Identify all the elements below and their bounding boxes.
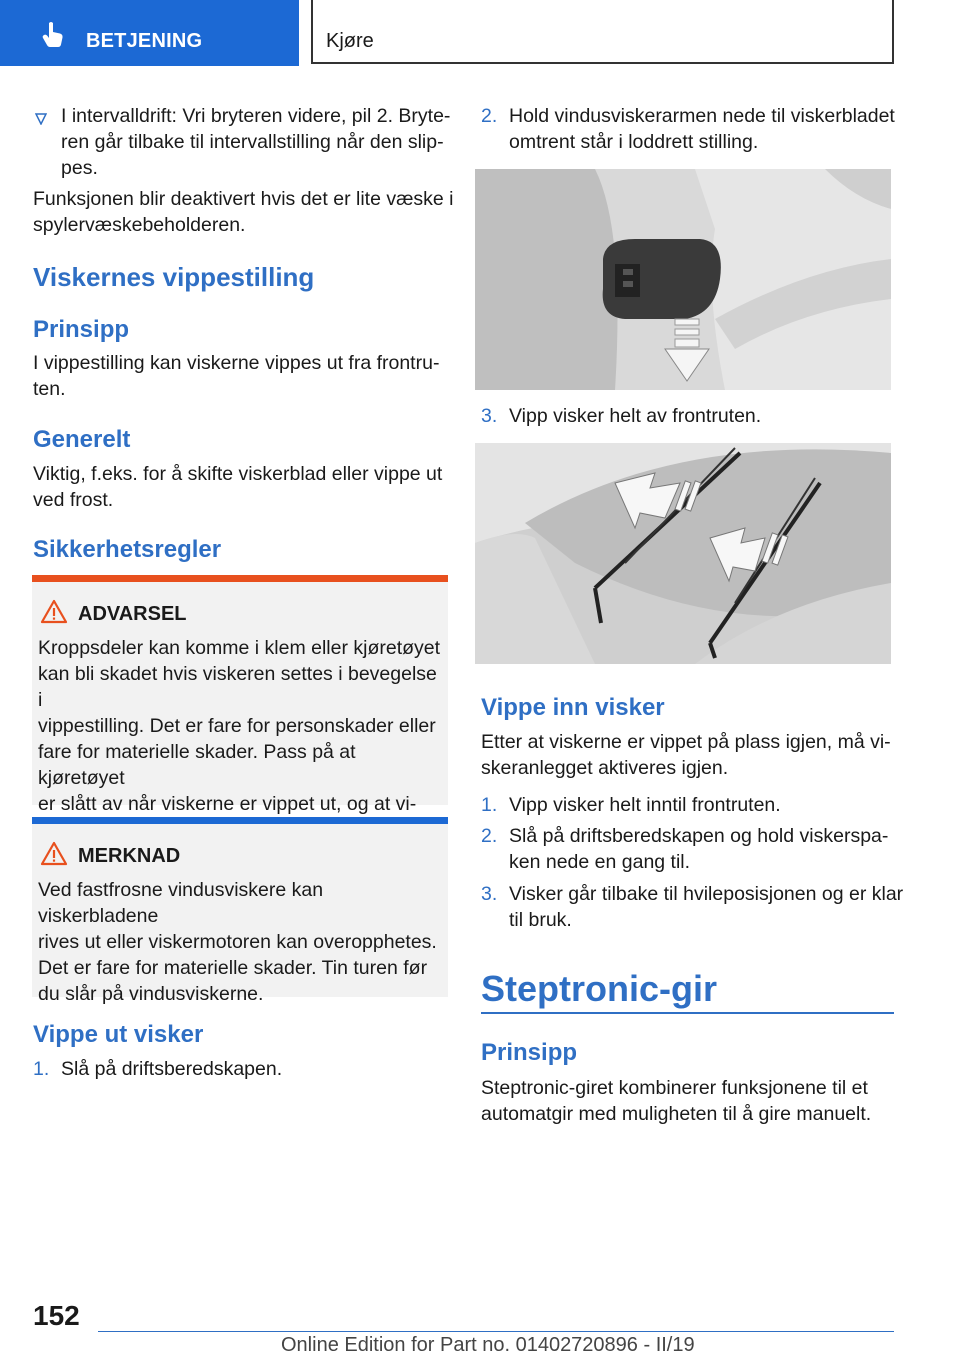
step-number: 1.: [33, 1058, 50, 1080]
paragraph-line: I vippestilling kan viskerne vippes ut fra frontru-: [33, 352, 440, 374]
wipers-tilted-illustration: [475, 443, 891, 664]
step-number: 2.: [481, 825, 498, 847]
heading-steptronic: Steptronic-gir: [481, 968, 718, 1009]
subheading-general: Generelt: [33, 426, 131, 453]
subheading-tilt-in: Vippe inn visker: [481, 694, 665, 721]
paragraph-line: ten.: [33, 378, 66, 400]
paragraph-line: automatgir med muligheten til å gire manuelt.: [481, 1103, 872, 1125]
heading-rule: [481, 1012, 894, 1014]
step-text: Hold vindusviskerarmen nede til viskerbladet: [509, 105, 895, 127]
notice-line: Det er fare for materielle skader. Tin turen før: [38, 957, 428, 979]
paragraph-line: skeranlegget aktiveres igjen.: [481, 757, 729, 779]
paragraph-line: ved frost.: [33, 489, 114, 511]
bullet-triangle-icon: [35, 113, 47, 125]
warning-line: Kroppsdeler kan komme i klem eller kjøretøyet: [38, 637, 441, 659]
step-text: Vipp visker helt av frontruten.: [509, 405, 762, 427]
step-number: 1.: [481, 794, 498, 816]
step-text: Vipp visker helt inntil frontruten.: [509, 794, 781, 816]
warning-line: fare for materielle skader. Pass på at kjøretøyet: [38, 741, 356, 789]
notice-triangle-icon: [40, 841, 68, 867]
chapter-label: BETJENING: [86, 30, 203, 52]
step-text: Slå på driftsberedskapen.: [61, 1058, 283, 1080]
paragraph-line: Etter at viskerne er vippet på plass igjen, må vi-: [481, 731, 891, 753]
notice-line: du slår på vindusviskerne.: [38, 983, 264, 1005]
edition-text: Online Edition for Part no. 01402720896 - II/19: [281, 1334, 695, 1356]
paragraph-line: Steptronic-giret kombinerer funksjonene til et: [481, 1077, 868, 1099]
step-text: Slå på driftsberedskapen og hold viskerspa-: [509, 825, 889, 847]
notice-title: MERKNAD: [78, 845, 181, 867]
notice-line: rives ut eller viskermotoren kan overopphetes.: [38, 931, 437, 953]
page-number: 152: [33, 1300, 80, 1331]
section-label: Kjøre: [326, 30, 374, 52]
step-number: 3.: [481, 405, 498, 427]
step-text: omtrent står i loddrett stilling.: [509, 131, 759, 153]
subheading-safety: Sikkerhetsregler: [33, 536, 222, 563]
paragraph-line: spylervæskebeholderen.: [33, 214, 246, 236]
heading-tilt-position: Viskernes vippestilling: [33, 262, 315, 292]
subheading-tilt-out: Vippe ut visker: [33, 1021, 204, 1048]
subheading-principle: Prinsipp: [33, 316, 130, 343]
warning-title: ADVARSEL: [78, 603, 187, 625]
section-header: [311, 0, 894, 64]
wiper-lever-illustration: [475, 169, 891, 390]
chapter-tab[interactable]: [0, 0, 299, 66]
notice-bar: [32, 817, 448, 824]
paragraph-line: Viktig, f.eks. for å skifte viskerblad eller vippe ut: [33, 463, 443, 485]
bullet-line-1: I intervalldrift: Vri bryteren videre, pil 2. Bryte-: [61, 105, 451, 127]
step-text: ken nede en gang til.: [509, 851, 691, 873]
paragraph-line: Funksjonen blir deaktivert hvis det er lite væske i: [33, 188, 454, 210]
step-text: Visker går tilbake til hvileposisjonen og er klar: [509, 883, 904, 905]
step-number: 3.: [481, 883, 498, 905]
warning-callout: [32, 575, 448, 815]
warning-line: kan bli skadet hvis viskeren settes i bevegelse i: [38, 663, 437, 711]
hand-pointer-icon: [40, 20, 68, 48]
subheading-principle: Prinsipp: [481, 1039, 578, 1066]
footer-rule: [98, 1331, 894, 1332]
notice-text: [38, 877, 444, 1007]
bullet-line-2: ren går tilbake til intervallstilling når den slip-: [61, 131, 444, 153]
bullet-line-3: pes.: [61, 157, 98, 179]
warning-bar: [32, 575, 448, 582]
warning-triangle-icon: [40, 599, 68, 625]
notice-callout: [32, 817, 448, 1005]
step-text: til bruk.: [509, 909, 572, 931]
notice-line: Ved fastfrosne vindusviskere kan viskerbladene: [38, 879, 324, 927]
step-number: 2.: [481, 105, 498, 127]
warning-line: er slått av når viskerne er vippet ut, og at vi-: [38, 793, 417, 815]
warning-line: vippestilling. Det er fare for personskader eller: [38, 715, 436, 737]
